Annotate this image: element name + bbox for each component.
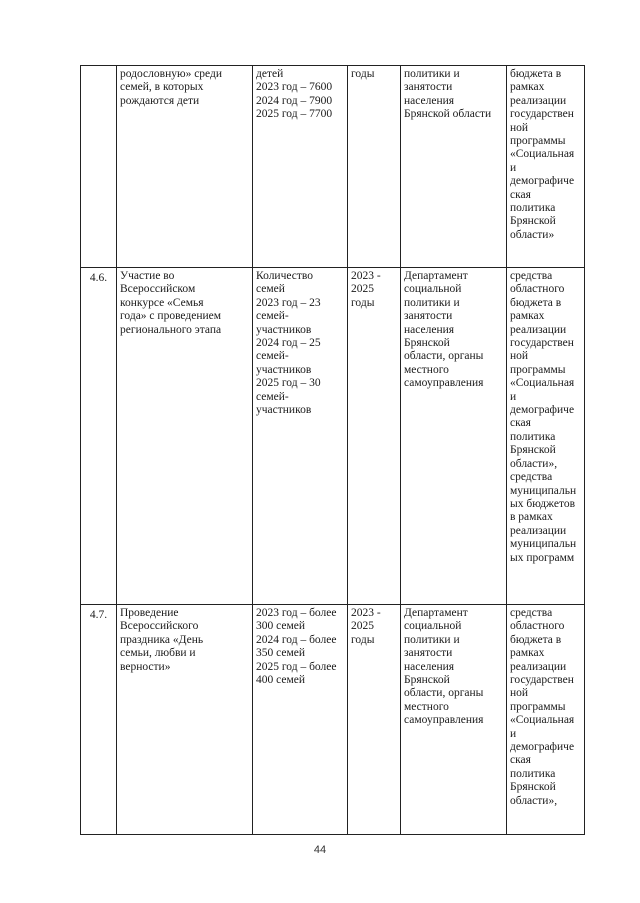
- cell-text-line: 2025: [351, 283, 374, 296]
- cell-text-line: 350 семей: [256, 647, 306, 660]
- cell-text-line: средства: [510, 270, 553, 282]
- cell-text-line: детей: [256, 68, 284, 80]
- cell-text-line: Количество: [256, 270, 313, 282]
- cell-text-line: области»: [510, 228, 555, 241]
- cell-text-line: населения: [404, 660, 455, 673]
- cell-text-line: политики и: [404, 633, 460, 646]
- cell-text-line: занятости: [404, 310, 453, 323]
- executor-cell: [401, 605, 507, 835]
- cell-text-line: семей: [256, 283, 285, 296]
- cell-text-line: рамках: [510, 81, 545, 94]
- cell-text-line: социальной: [404, 283, 462, 296]
- indicator-cell: [253, 268, 348, 605]
- cell-text-line: областного: [510, 620, 565, 633]
- cell-text-line: участников: [256, 404, 312, 417]
- table-row: [81, 605, 585, 835]
- cell-text-line: Департамент: [404, 607, 468, 619]
- cell-text-line: политика: [510, 430, 556, 443]
- activities-table: [80, 65, 585, 835]
- cell-text-line: 300 семей: [256, 620, 306, 633]
- cell-text-line: и: [510, 390, 517, 403]
- cell-text-line: годы: [351, 633, 375, 646]
- cell-text-line: Участие во: [120, 270, 175, 282]
- cell-text-line: бюджета в: [510, 68, 562, 80]
- indicator-cell: [253, 66, 348, 268]
- cell-text-line: 2023 -: [351, 607, 381, 619]
- cell-text-line: бюджета в: [510, 296, 562, 309]
- cell-text-line: 2025 год – более: [256, 660, 337, 673]
- event-cell: [117, 268, 253, 605]
- cell-text-line: политика: [510, 202, 556, 215]
- cell-text-line: программы: [510, 700, 566, 713]
- cell-text-line: праздника «День: [120, 633, 204, 646]
- funding-source-cell: [507, 66, 585, 268]
- cell-text-line: родословную» среди: [120, 68, 223, 80]
- cell-text-line: 2025 год – 30: [256, 377, 321, 390]
- period-cell: [348, 66, 401, 268]
- cell-text-line: Проведение: [120, 607, 179, 619]
- cell-text-line: 2024 год – более: [256, 633, 337, 646]
- cell-text-line: 2023 год – более: [256, 607, 337, 619]
- cell-text-line: «Социальная: [510, 714, 575, 727]
- table-body: [81, 66, 585, 835]
- cell-text-line: 400 семей: [256, 674, 306, 687]
- cell-text-line: 2023 -: [351, 270, 381, 282]
- cell-text-line: участников: [256, 323, 312, 336]
- event-cell: [117, 605, 253, 835]
- cell-text-line: реализации: [510, 94, 567, 107]
- cell-text-line: семей-: [256, 390, 289, 403]
- cell-text-line: Всероссийском: [120, 283, 196, 296]
- cell-text-line: программы: [510, 135, 566, 148]
- cell-text-line: Брянской: [510, 444, 556, 457]
- cell-text-line: реализации: [510, 323, 567, 336]
- cell-text-line: семей-: [256, 350, 289, 363]
- cell-text-line: ной: [510, 350, 529, 363]
- cell-text-line: 2025 год – 7700: [256, 108, 333, 121]
- cell-text-line: реализации: [510, 660, 567, 673]
- table-row: [81, 66, 585, 268]
- cell-text-line: Брянской: [404, 337, 450, 350]
- cell-text-line: конкурсе «Семья: [120, 296, 204, 309]
- cell-text-line: демографиче: [510, 741, 575, 754]
- cell-text-line: демографиче: [510, 404, 575, 417]
- cell-text-line: ной: [510, 121, 529, 134]
- cell-text-line: занятости: [404, 647, 453, 660]
- cell-text-line: Брянской: [404, 674, 450, 687]
- cell-text-line: верности»: [120, 660, 171, 673]
- cell-text-line: ская: [510, 188, 531, 201]
- cell-text-line: участников: [256, 363, 312, 376]
- cell-text-line: Всероссийского: [120, 620, 199, 633]
- cell-text-line: ной: [510, 687, 529, 700]
- cell-text-line: семей-: [256, 310, 289, 323]
- cell-text-line: семьи, любви и: [120, 647, 196, 660]
- cell-text-line: бюджета в: [510, 633, 562, 646]
- cell-text-line: муниципальн: [510, 484, 577, 497]
- cell-text-line: рамках: [510, 647, 545, 660]
- cell-text-line: 2024 год – 7900: [256, 94, 333, 107]
- cell-text-line: средства: [510, 607, 553, 619]
- cell-text-line: годы: [351, 68, 375, 80]
- cell-text-line: рождаются дети: [120, 94, 200, 107]
- period-cell: [348, 268, 401, 605]
- cell-text-line: области»,: [510, 794, 558, 807]
- executor-cell: [401, 268, 507, 605]
- cell-text-line: области, органы: [404, 687, 484, 700]
- cell-text-line: в рамках: [510, 511, 553, 524]
- cell-text-line: 2025: [351, 620, 374, 633]
- cell-text-line: занятости: [404, 81, 453, 94]
- cell-text-line: политики и: [404, 68, 460, 80]
- cell-text-line: населения: [404, 94, 455, 107]
- cell-text-line: ых программ: [510, 551, 575, 564]
- cell-text-line: ская: [510, 754, 531, 767]
- cell-text-line: политики и: [404, 296, 460, 309]
- row-number: 4.6.: [81, 268, 117, 605]
- table-row: [81, 268, 585, 605]
- row-number: [81, 66, 117, 268]
- cell-text-line: 2024 год – 25: [256, 337, 321, 350]
- cell-text-line: 2023 год – 7600: [256, 81, 333, 94]
- funding-source-cell: [507, 605, 585, 835]
- cell-text-line: программы: [510, 363, 566, 376]
- cell-text-line: политика: [510, 767, 556, 780]
- cell-text-line: социальной: [404, 620, 462, 633]
- row-number: 4.7.: [81, 605, 117, 835]
- cell-text-line: годы: [351, 296, 375, 309]
- cell-text-line: местного: [404, 363, 449, 376]
- cell-text-line: местного: [404, 700, 449, 713]
- cell-text-line: самоуправления: [404, 714, 484, 727]
- cell-text-line: ых бюджетов: [510, 497, 576, 510]
- cell-text-line: государствен: [510, 108, 574, 121]
- page-number: 44: [313, 844, 327, 856]
- cell-text-line: ская: [510, 417, 531, 430]
- cell-text-line: «Социальная: [510, 377, 575, 390]
- cell-text-line: населения: [404, 323, 455, 336]
- period-cell: [348, 605, 401, 835]
- executor-cell: [401, 66, 507, 268]
- cell-text-line: регионального этапа: [120, 323, 222, 336]
- cell-text-line: рамках: [510, 310, 545, 323]
- cell-text-line: и: [510, 161, 517, 174]
- cell-text-line: муниципальн: [510, 538, 577, 551]
- cell-text-line: года» с проведением: [120, 310, 222, 323]
- cell-text-line: государствен: [510, 674, 574, 687]
- cell-text-line: Брянской: [510, 215, 556, 228]
- cell-text-line: Департамент: [404, 270, 468, 282]
- cell-text-line: областного: [510, 283, 565, 296]
- event-cell: [117, 66, 253, 268]
- cell-text-line: семей, в которых: [120, 81, 204, 94]
- cell-text-line: области, органы: [404, 350, 484, 363]
- cell-text-line: средства: [510, 471, 553, 484]
- cell-text-line: области»,: [510, 457, 558, 470]
- cell-text-line: «Социальная: [510, 148, 575, 161]
- cell-text-line: и: [510, 727, 517, 740]
- cell-text-line: 2023 год – 23: [256, 296, 321, 309]
- cell-text-line: реализации: [510, 524, 567, 537]
- cell-text-line: государствен: [510, 337, 574, 350]
- cell-text-line: Брянской: [510, 781, 556, 794]
- cell-text-line: самоуправления: [404, 377, 484, 390]
- cell-text-line: демографиче: [510, 175, 575, 188]
- cell-text-line: Брянской области: [404, 108, 492, 121]
- indicator-cell: [253, 605, 348, 835]
- funding-source-cell: [507, 268, 585, 605]
